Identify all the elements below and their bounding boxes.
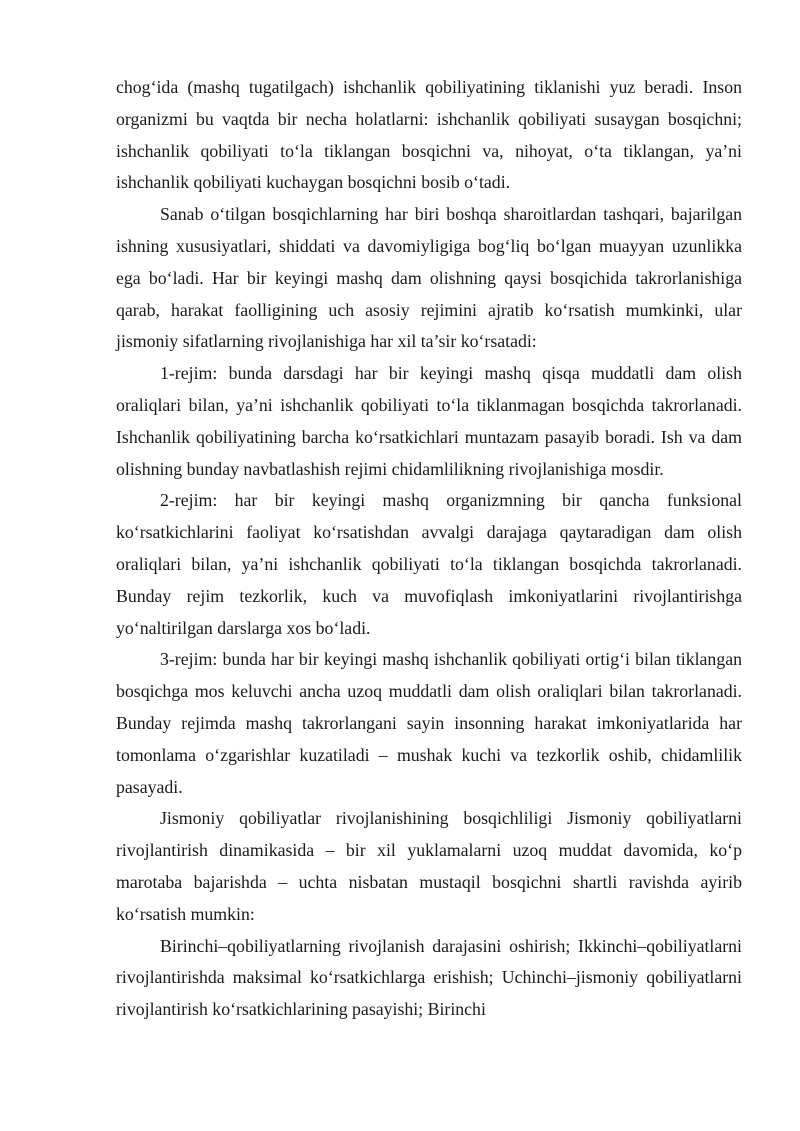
paragraph-stage-list: Birinchi–qobiliyatlarning rivojlanish darajasini oshirish; Ikkinchi–qobiliyatlarni rivojlantirishda maksimal ko‘rsatkichlarga erishish; Uchinchi–jismoniy qobiliyatlarni rivojlantirish ko‘rsatkichlarining pasayishi; Birinchi bbox=[116, 935, 742, 1020]
paragraph-regime-3: 3-rejim: bunda har bir keyingi mashq ishchanlik qobiliyati ortig‘i bilan tiklangan bosqichga mos keluvchi ancha uzoq muddatli dam olish oraliqlari bilan takrorlanadi. Bunday rejimda mashq takrorlangani sayin insonning harakat imkoniyatlarida har tomonlama o‘zgarishlar kuzatiladi – mushak kuchi va tezkorlik oshib, chidamlilik pasayadi. bbox=[116, 649, 742, 797]
paragraph-stages-length: Sanab o‘tilgan bosqichlarning har biri boshqa sharoitlardan tashqari, bajarilgan ishning xususiyatlari, shiddati va davomiyligiga bog‘liq bo‘lgan muayyan uzunlikka ega bo‘ladi. Har bir keyingi mashq dam olishning qaysi bosqichida takrorlanishiga qarab, harakat faolligining uch asosiy rejimini ajratib ko‘rsatish mumkinki, ular jismoniy sifatlarning rivojlanishiga har xil ta’sir ko‘rsatadi: bbox=[116, 204, 742, 352]
paragraph-regime-2: 2-rejim: har bir keyingi mashq organizmning bir qancha funksional ko‘rsatkichlarini faoliyat ko‘rsatishdan avvalgi darajaga qaytaradigan dam olish oraliqlari bilan, ya’ni ishchanlik qobiliyati to‘la tiklangan bosqichda takrorlanadi. Bunday rejim tezkorlik, kuch va muvofiqlash imkoniyatlarini rivojlantirishga yo‘naltirilgan darslarga xos bo‘ladi. bbox=[116, 490, 742, 638]
paragraph-regime-1: 1-rejim: bunda darsdagi har bir keyingi mashq qisqa muddatli dam olish oraliqlari bilan, ya’ni ishchanlik qobiliyati to‘la tiklanmagan bosqichda takrorlanadi. Ishchanlik qobiliyatining barcha ko‘rsatkichlari muntazam pasayib boradi. Ish va dam olishning bunday navbatlashish rejimi chidamlilikning rivojlanishiga mosdir. bbox=[116, 363, 742, 479]
paragraph-development-stages: Jismoniy qobiliyatlar rivojlanishining bosqichliligi Jismoniy qobiliyatlarni rivojlantirish dinamikasida – bir xil yuklamalarni uzoq muddat davomida, ko‘p marotaba bajarishda – uchta nisbatan mustaqil bosqichni shartli ravishda ayirib ko‘rsatish mumkin: bbox=[116, 808, 742, 924]
paragraph-continuation: chog‘ida (mashq tugatilgach) ishchanlik qobiliyatining tiklanishi yuz beradi. Inson organizmi bu vaqtda bir necha holatlarni: ishchanlik qobiliyati susaygan bosqichni; ishchanlik qobiliyati to‘la tiklangan bosqichni va, nihoyat, o‘ta tiklangan, ya’ni ishchanlik qobiliyati kuchaygan bosqichni bosib o‘tadi. bbox=[116, 77, 742, 193]
